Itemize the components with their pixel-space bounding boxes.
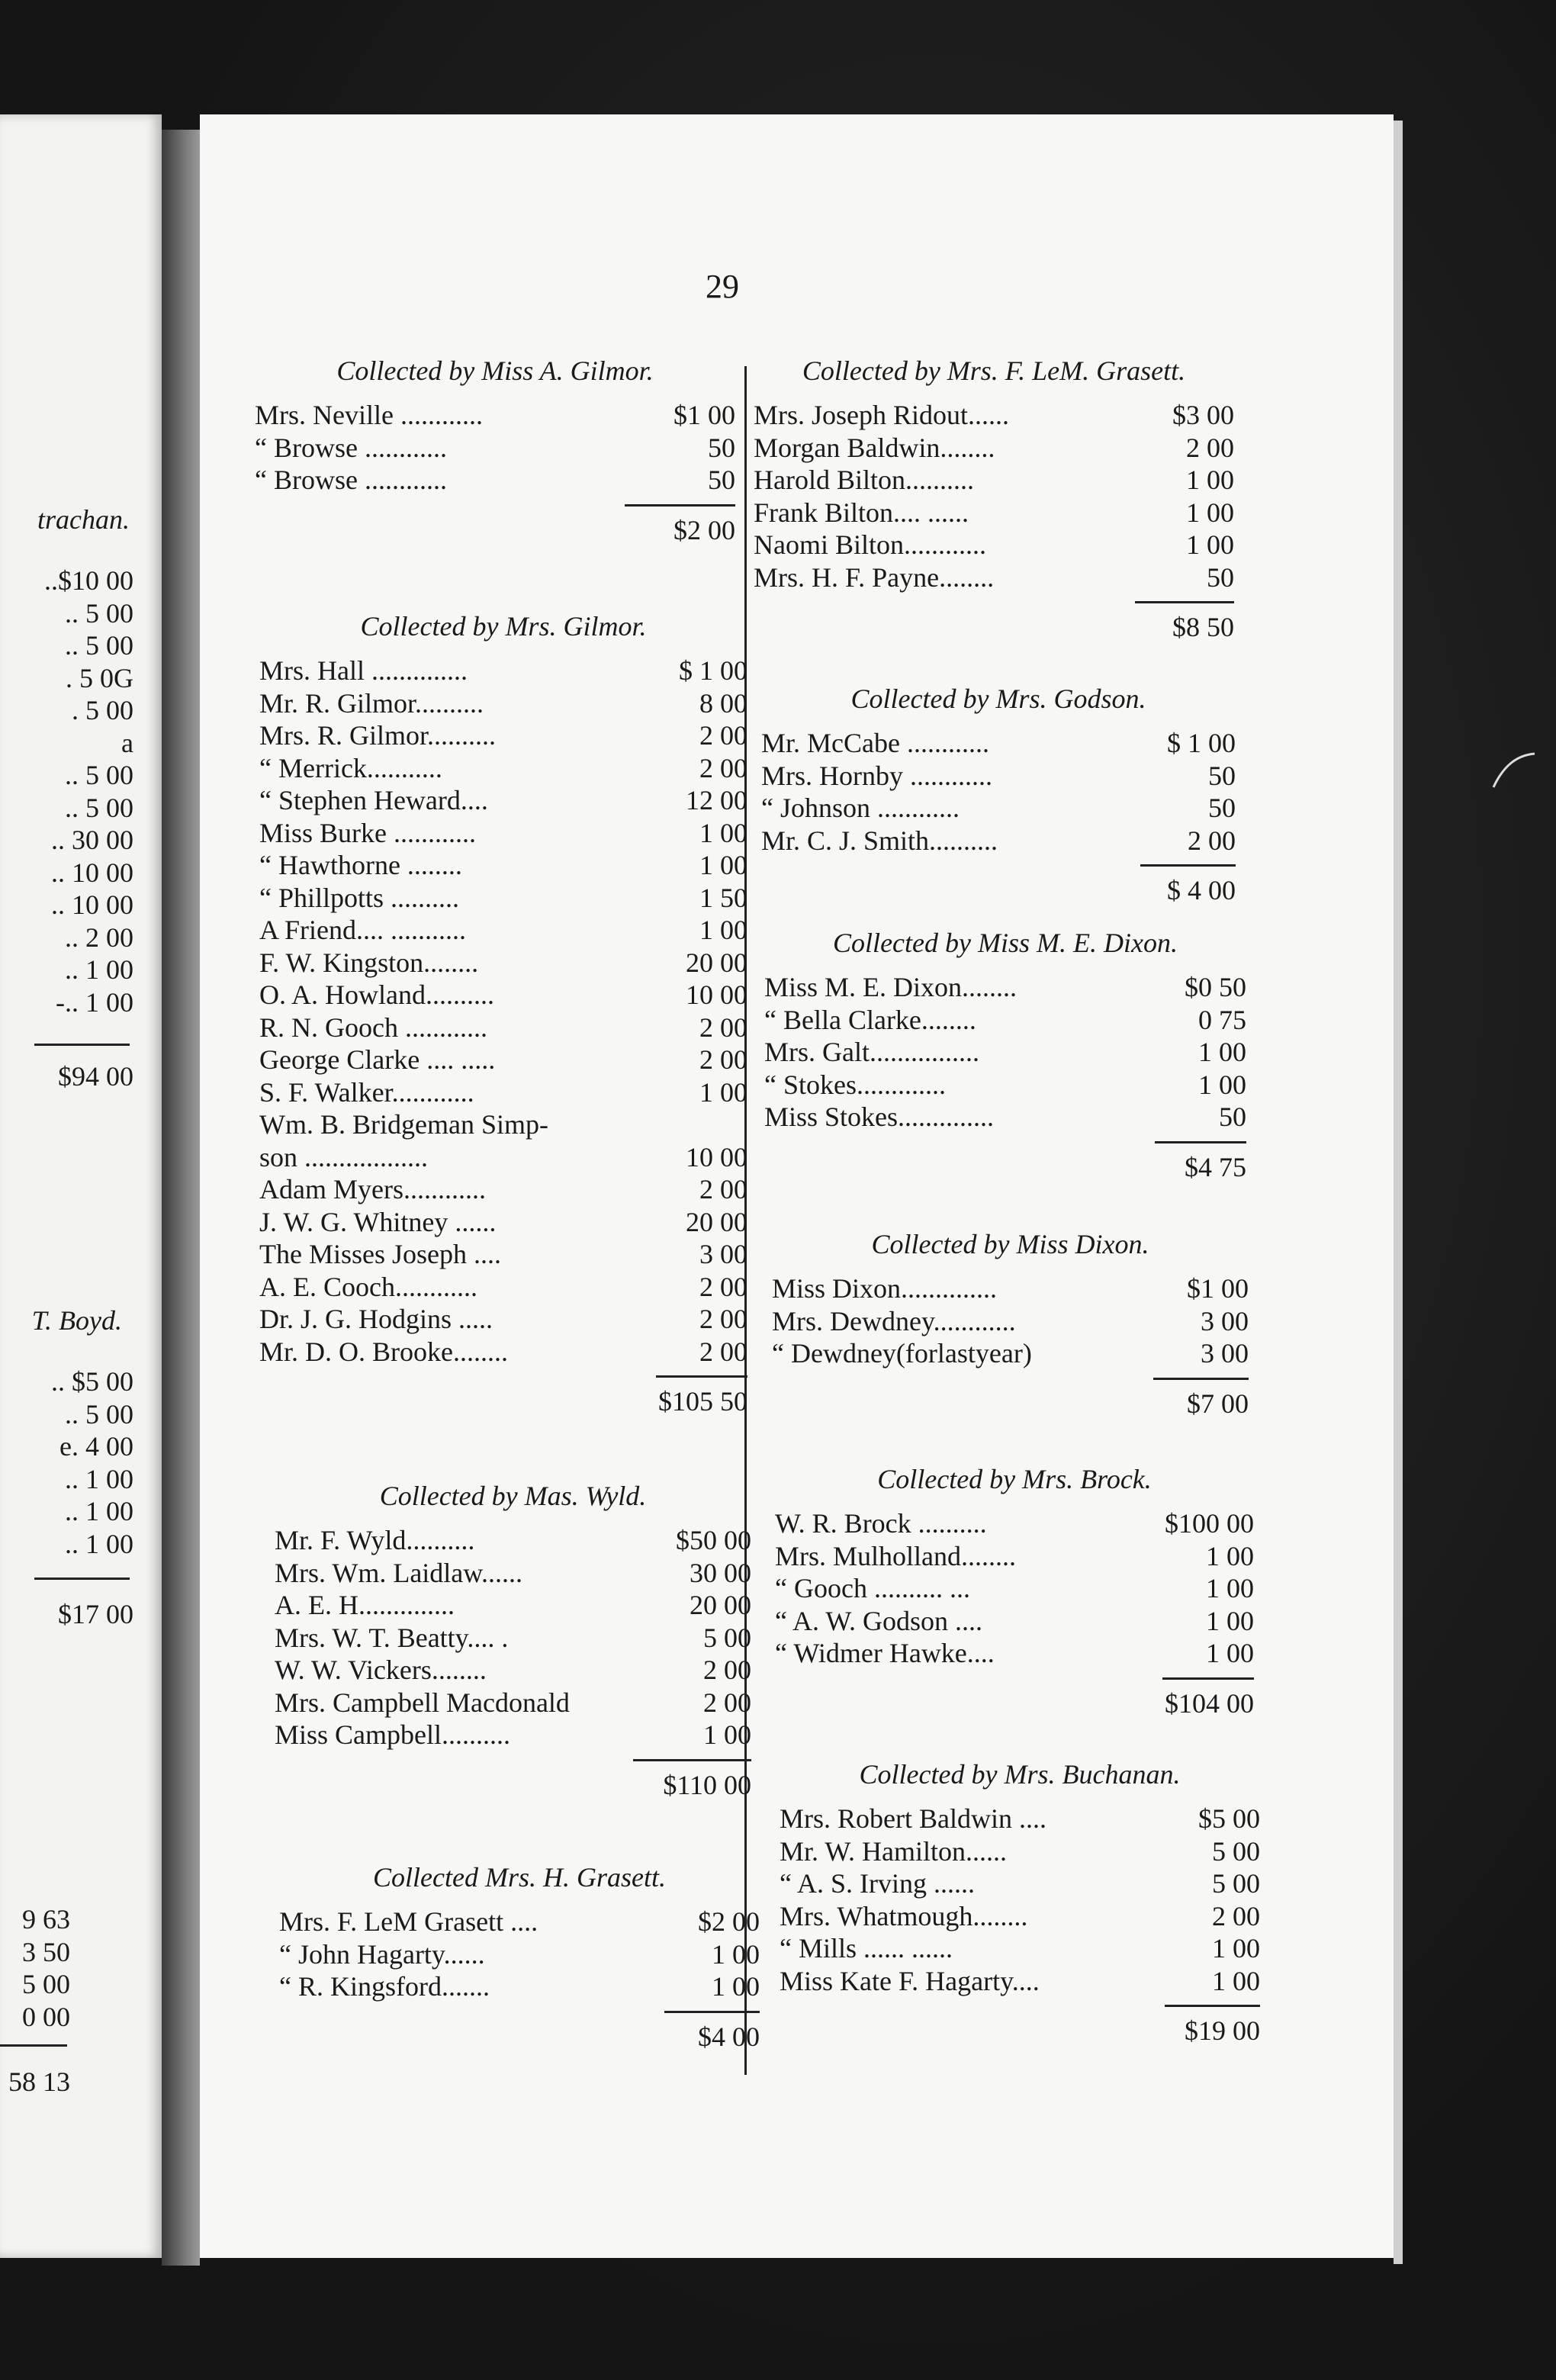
donation-amount: 2 00 bbox=[1188, 825, 1236, 856]
donation-amount: 1 00 bbox=[1206, 1638, 1254, 1668]
donation-row bbox=[259, 1108, 747, 1141]
donor-name: Mrs. F. LeM Grasett .... bbox=[279, 1906, 538, 1937]
section-miss-m-e-dixon bbox=[764, 927, 1246, 1185]
donation-amount: 50 bbox=[708, 465, 735, 495]
donor-name: Frank Bilton.... ...... bbox=[754, 497, 969, 528]
donation-amount: 2 00 bbox=[699, 1174, 747, 1204]
left-page-fragment: .. 10 00 bbox=[51, 889, 133, 920]
donation-amount: 10 00 bbox=[686, 1141, 747, 1172]
donation-row bbox=[279, 1938, 760, 1971]
donation-amount: 50 bbox=[1208, 793, 1236, 823]
donation-row bbox=[754, 432, 1234, 465]
donor-name: Mr. F. Wyld.......... bbox=[275, 1525, 475, 1555]
donation-amount: $ 1 00 bbox=[679, 655, 747, 686]
donation-row bbox=[761, 760, 1236, 793]
page-edge bbox=[1394, 121, 1403, 2264]
donation-amount: 2 00 bbox=[703, 1655, 751, 1685]
section-mrs-h-grasett bbox=[279, 1861, 760, 2054]
donation-row bbox=[754, 497, 1234, 529]
donation-row bbox=[754, 529, 1234, 561]
section-total: $2 00 bbox=[674, 514, 735, 545]
donation-row bbox=[764, 1036, 1246, 1069]
donor-name: Mrs. Campbell Macdonald bbox=[275, 1687, 570, 1718]
donation-row bbox=[259, 849, 747, 882]
donor-name: Mr. C. J. Smith.......... bbox=[761, 825, 998, 856]
section-heading: Collected by Miss A. Gilmor. bbox=[336, 355, 654, 386]
donor-name: Adam Myers............ bbox=[259, 1174, 486, 1204]
donation-amount: 5 00 bbox=[1212, 1868, 1260, 1899]
donor-name: J. W. G. Whitney ...... bbox=[259, 1206, 497, 1237]
donation-amount: $5 00 bbox=[1198, 1803, 1260, 1834]
donation-amount: 1 00 bbox=[1206, 1540, 1254, 1571]
donor-name: A Friend.... ........... bbox=[259, 915, 467, 945]
donor-name: Mrs. Whatmough........ bbox=[780, 1900, 1028, 1931]
section-mrs-buchanan bbox=[780, 1758, 1260, 2048]
donor-name: “ Stokes............. bbox=[764, 1069, 946, 1100]
donor-name: “ Browse ............ bbox=[255, 465, 447, 495]
donation-row bbox=[780, 1803, 1260, 1835]
donation-amount: 5 00 bbox=[703, 1622, 751, 1653]
donation-row bbox=[259, 1044, 747, 1076]
section-miss-dixon bbox=[772, 1228, 1249, 1421]
donation-row bbox=[775, 1572, 1254, 1605]
donation-amount: 20 00 bbox=[690, 1590, 751, 1620]
donor-name: George Clarke .... ..... bbox=[259, 1044, 496, 1075]
donation-row bbox=[279, 1906, 760, 1938]
donation-row bbox=[275, 1622, 751, 1655]
donor-name: Miss Dixon.............. bbox=[772, 1273, 998, 1304]
donation-amount: $1 00 bbox=[1187, 1273, 1249, 1304]
left-page-fragment: .. 10 00 bbox=[51, 857, 133, 888]
total-rule bbox=[1165, 2005, 1260, 2007]
donation-row bbox=[761, 727, 1236, 760]
donation-row bbox=[259, 1336, 747, 1368]
left-page-fragment: .. 5 00 bbox=[65, 630, 133, 661]
left-page-heading-2: T. Boyd. bbox=[31, 1305, 122, 1336]
section-total: $110 00 bbox=[663, 1769, 751, 1800]
donation-row bbox=[259, 914, 747, 947]
donor-name: Miss Campbell.......... bbox=[275, 1719, 511, 1750]
donation-amount: 1 00 bbox=[1212, 1965, 1260, 1996]
donation-row bbox=[259, 1141, 747, 1174]
donor-name: Mrs. Dewdney............ bbox=[772, 1305, 1016, 1336]
donation-row bbox=[772, 1337, 1249, 1370]
donor-name: son .................. bbox=[259, 1141, 429, 1172]
donation-amount: 1 00 bbox=[1212, 1933, 1260, 1963]
left-page-fragment: a bbox=[121, 727, 133, 758]
left-page-fragment: .. $5 00 bbox=[51, 1366, 133, 1397]
donation-row bbox=[275, 1687, 751, 1719]
donation-amount: 50 bbox=[1207, 561, 1234, 593]
section-total: $4 00 bbox=[698, 2021, 760, 2052]
donation-row bbox=[775, 1637, 1254, 1670]
total-rule bbox=[625, 504, 735, 507]
left-page-fragment: 0 00 bbox=[22, 2001, 70, 2032]
donation-row bbox=[275, 1524, 751, 1557]
section-heading: Collected by Mrs. Brock. bbox=[877, 1464, 1152, 1494]
donation-row bbox=[775, 1605, 1254, 1638]
donation-row bbox=[255, 464, 735, 497]
donor-name: “ Mills ...... ...... bbox=[780, 1933, 953, 1963]
left-page-fragment: 5 00 bbox=[22, 1969, 70, 1999]
donor-name: A. E. H.............. bbox=[275, 1590, 455, 1620]
donor-name: “ Gooch .......... ... bbox=[775, 1573, 970, 1603]
donation-amount: 2 00 bbox=[699, 720, 747, 751]
left-page-rule-1 bbox=[34, 1044, 130, 1046]
donation-amount: $2 00 bbox=[698, 1906, 760, 1937]
donation-row bbox=[255, 432, 735, 465]
donor-name: Mrs. H. F. Payne........ bbox=[754, 561, 995, 593]
donor-name: “ John Hagarty...... bbox=[279, 1938, 485, 1970]
donor-name: S. F. Walker............ bbox=[259, 1076, 474, 1108]
left-page-total-2: $17 00 bbox=[58, 1599, 133, 1629]
donation-amount: 1 00 bbox=[703, 1719, 751, 1750]
total-rule bbox=[664, 2011, 760, 2013]
donor-name: “ Johnson ............ bbox=[761, 793, 960, 823]
donation-row bbox=[764, 1004, 1246, 1037]
donation-row bbox=[764, 971, 1246, 1004]
donation-row bbox=[259, 784, 747, 817]
donor-name: Mrs. Galt................ bbox=[764, 1037, 979, 1067]
total-rule bbox=[656, 1375, 747, 1378]
donation-row bbox=[259, 1206, 747, 1239]
donor-name: W. R. Brock .......... bbox=[775, 1508, 987, 1539]
section-heading: Collected by Mrs. F. LeM. Grasett. bbox=[802, 355, 1186, 386]
donation-row bbox=[259, 719, 747, 752]
donation-amount: $3 00 bbox=[1172, 400, 1234, 430]
donation-amount: 1 00 bbox=[699, 817, 747, 848]
donation-amount: 1 00 bbox=[712, 1938, 760, 1970]
donation-row bbox=[259, 947, 747, 979]
donor-name: “ Browse ............ bbox=[255, 432, 447, 463]
donor-name: “ Widmer Hawke.... bbox=[775, 1638, 995, 1668]
donation-amount: 2 00 bbox=[1186, 432, 1234, 463]
left-page-list-3 bbox=[0, 1903, 70, 2033]
section-total: $105 50 bbox=[658, 1386, 747, 1417]
donor-name: Harold Bilton.......... bbox=[754, 465, 974, 495]
section-total: $8 50 bbox=[1172, 612, 1234, 642]
donation-row bbox=[275, 1557, 751, 1590]
section-total: $7 00 bbox=[1187, 1388, 1249, 1419]
left-page-fragment: .. 5 00 bbox=[65, 760, 133, 790]
donation-amount: 1 00 bbox=[1206, 1605, 1254, 1636]
left-page-fragment: .. 5 00 bbox=[65, 792, 133, 823]
section-total: $104 00 bbox=[1165, 1687, 1254, 1719]
donation-amount: 30 00 bbox=[690, 1557, 751, 1588]
donor-name: Mrs. Hall .............. bbox=[259, 655, 468, 686]
left-page-fragment: .. 1 00 bbox=[65, 1496, 133, 1526]
donor-name: Mrs. Wm. Laidlaw...... bbox=[275, 1557, 522, 1588]
donation-amount: 50 bbox=[708, 432, 735, 463]
donation-row bbox=[780, 1965, 1260, 1998]
donor-name: Miss Burke ............ bbox=[259, 817, 477, 848]
donation-amount: $0 50 bbox=[1185, 972, 1246, 1002]
donation-amount: 1 00 bbox=[1186, 465, 1234, 495]
donation-amount: 2 00 bbox=[699, 1304, 747, 1334]
donor-name: A. E. Cooch............ bbox=[259, 1271, 477, 1302]
left-page-rule-3 bbox=[0, 2044, 67, 2047]
donation-amount: 1 00 bbox=[1198, 1069, 1246, 1100]
donation-amount: 2 00 bbox=[699, 1011, 747, 1043]
left-page-fragment: ..$10 00 bbox=[44, 565, 133, 596]
donor-name: Morgan Baldwin........ bbox=[754, 432, 995, 463]
donation-row bbox=[259, 1303, 747, 1336]
left-page-total-1: $94 00 bbox=[58, 1061, 133, 1092]
donor-name: Mrs. Joseph Ridout...... bbox=[754, 400, 1010, 430]
donation-amount: $100 00 bbox=[1165, 1508, 1254, 1539]
donor-name: Mr. R. Gilmor.......... bbox=[259, 687, 484, 719]
donation-amount: 5 00 bbox=[1212, 1835, 1260, 1867]
donor-name: Mrs. Mulholland........ bbox=[775, 1540, 1017, 1571]
left-page-fragment: 3 50 bbox=[22, 1936, 70, 1967]
left-page-fragment: .. 5 00 bbox=[65, 597, 133, 629]
section-heading: Collected by Mrs. Buchanan. bbox=[859, 1759, 1181, 1790]
donation-row bbox=[780, 1932, 1260, 1965]
donor-name: Mrs. Hornby ............ bbox=[761, 760, 992, 791]
section-mrs-gilmor bbox=[259, 610, 747, 1419]
donor-name: Mrs. Robert Baldwin .... bbox=[780, 1803, 1046, 1834]
donor-name: Wm. B. Bridgeman Simp- bbox=[259, 1109, 548, 1140]
donor-name: R. N. Gooch ............ bbox=[259, 1011, 487, 1043]
donation-amount: 1 00 bbox=[699, 850, 747, 880]
donation-row bbox=[259, 1076, 747, 1109]
donor-name: “ A. S. Irving ...... bbox=[780, 1868, 975, 1899]
donor-name: “ A. W. Godson .... bbox=[775, 1605, 983, 1636]
section-heading: Collected Mrs. H. Grasett. bbox=[373, 1862, 666, 1893]
donor-name: Mr. D. O. Brooke........ bbox=[259, 1336, 508, 1367]
total-rule bbox=[1140, 864, 1236, 867]
donation-row bbox=[754, 561, 1234, 594]
left-page-list-2 bbox=[0, 1365, 133, 1560]
donation-amount: 2 00 bbox=[703, 1687, 751, 1718]
donation-row bbox=[279, 1970, 760, 2003]
total-rule bbox=[633, 1759, 751, 1761]
donor-name: “ Phillpotts .......... bbox=[259, 882, 460, 913]
total-rule bbox=[1135, 601, 1234, 603]
donor-name: “ Stephen Heward.... bbox=[259, 785, 488, 815]
section-mas-wyld bbox=[275, 1480, 751, 1803]
left-page-fragment: .. 5 00 bbox=[65, 1398, 133, 1430]
section-miss-a-gilmor bbox=[255, 355, 735, 548]
donation-row bbox=[259, 687, 747, 720]
donation-row bbox=[780, 1867, 1260, 1900]
total-rule bbox=[1162, 1677, 1254, 1680]
donation-amount: 20 00 bbox=[686, 947, 747, 978]
donation-row bbox=[275, 1719, 751, 1751]
donor-name: Mrs. R. Gilmor.......... bbox=[259, 720, 497, 751]
donation-amount: 12 00 bbox=[686, 785, 747, 815]
donation-row bbox=[275, 1589, 751, 1622]
left-page-fragment: .. 1 00 bbox=[65, 954, 133, 985]
donation-row bbox=[761, 792, 1236, 825]
donation-amount: 1 00 bbox=[1186, 529, 1234, 560]
left-page-rule-2 bbox=[34, 1578, 130, 1580]
section-total: $19 00 bbox=[1185, 2015, 1260, 2046]
donation-amount: 2 00 bbox=[699, 1044, 747, 1075]
donation-amount: 2 00 bbox=[699, 1336, 747, 1367]
donation-amount: 1 00 bbox=[1206, 1573, 1254, 1603]
donation-row bbox=[775, 1507, 1254, 1540]
donation-row bbox=[764, 1101, 1246, 1134]
donation-amount: 3 00 bbox=[1201, 1338, 1249, 1368]
donation-amount: $ 1 00 bbox=[1167, 728, 1236, 758]
donor-name: W. W. Vickers........ bbox=[275, 1655, 487, 1685]
donation-row bbox=[772, 1272, 1249, 1305]
left-page-heading-1: trachan. bbox=[37, 504, 130, 535]
section-total: $ 4 00 bbox=[1167, 875, 1236, 905]
donation-row bbox=[259, 752, 747, 785]
donation-amount: 2 00 bbox=[699, 1271, 747, 1302]
donor-name: The Misses Joseph .... bbox=[259, 1239, 501, 1269]
donation-row bbox=[764, 1069, 1246, 1102]
donation-amount: $1 00 bbox=[674, 400, 735, 430]
donation-row bbox=[754, 464, 1234, 497]
section-heading: Collected by Mrs. Gilmor. bbox=[360, 611, 647, 642]
donor-name: “ R. Kingsford....... bbox=[279, 1971, 490, 2002]
page-number: 29 bbox=[706, 268, 739, 305]
donor-name: “ Merrick........... bbox=[259, 752, 442, 783]
donor-name: “ Hawthorne ........ bbox=[259, 850, 462, 880]
donation-amount: 3 00 bbox=[1201, 1305, 1249, 1336]
donation-amount: 1 50 bbox=[699, 882, 747, 913]
section-mrs-brock bbox=[775, 1463, 1254, 1721]
donation-row bbox=[259, 654, 747, 687]
binding-gutter bbox=[162, 130, 200, 2266]
total-rule bbox=[1153, 1378, 1249, 1380]
section-heading: Collected by Mrs. Godson. bbox=[850, 683, 1146, 714]
section-mrs-godson bbox=[761, 683, 1236, 908]
section-heading: Collected by Mas. Wyld. bbox=[379, 1481, 647, 1511]
donor-name: O. A. Howland.......... bbox=[259, 979, 494, 1010]
donor-name: Naomi Bilton............ bbox=[754, 529, 986, 560]
donation-amount: 1 00 bbox=[699, 915, 747, 945]
donation-row bbox=[275, 1654, 751, 1687]
left-page-fragment: 9 63 bbox=[22, 1904, 70, 1935]
donation-amount: 20 00 bbox=[686, 1206, 747, 1237]
donation-amount: 2 00 bbox=[1212, 1900, 1260, 1931]
donation-row bbox=[775, 1540, 1254, 1573]
left-page-fragment: -.. 1 00 bbox=[56, 986, 133, 1018]
donation-row bbox=[754, 399, 1234, 432]
left-page-fragment: . 5 0G bbox=[66, 662, 133, 693]
section-total: $4 75 bbox=[1185, 1151, 1246, 1182]
donation-row bbox=[259, 1238, 747, 1271]
donor-name: “ Bella Clarke........ bbox=[764, 1004, 976, 1035]
section-heading: Collected by Miss M. E. Dixon. bbox=[833, 928, 1178, 958]
donation-amount: 50 bbox=[1219, 1102, 1246, 1132]
donor-name: Miss Kate F. Hagarty.... bbox=[780, 1965, 1040, 1996]
left-page-fragment: . 5 00 bbox=[72, 695, 133, 725]
donation-row bbox=[259, 817, 747, 850]
donation-row bbox=[259, 1271, 747, 1304]
donation-row bbox=[772, 1305, 1249, 1338]
section-mrs-f-lem-grasett bbox=[754, 355, 1234, 645]
donation-row bbox=[255, 399, 735, 432]
donation-row bbox=[780, 1900, 1260, 1933]
donor-name: Miss Stokes.............. bbox=[764, 1102, 995, 1132]
donation-amount: 50 bbox=[1208, 760, 1236, 791]
donor-name: F. W. Kingston........ bbox=[259, 947, 479, 978]
donation-amount: $50 00 bbox=[676, 1525, 751, 1555]
left-page-total-3: 58 13 bbox=[8, 2066, 70, 2097]
left-page bbox=[0, 114, 162, 2258]
donor-name: Mrs. Neville ............ bbox=[255, 400, 483, 430]
left-page-list-1 bbox=[0, 564, 133, 1018]
donation-row bbox=[780, 1835, 1260, 1868]
donor-name: “ Dewdney(forlastyear) bbox=[772, 1338, 1032, 1368]
donation-row bbox=[259, 882, 747, 915]
donation-amount: 2 00 bbox=[699, 752, 747, 783]
left-page-fragment: .. 30 00 bbox=[51, 825, 133, 855]
donation-amount: 0 75 bbox=[1198, 1004, 1246, 1035]
donor-name: Mrs. W. T. Beatty.... . bbox=[275, 1622, 509, 1653]
left-page-fragment: .. 1 00 bbox=[65, 1528, 133, 1559]
donation-amount: 3 00 bbox=[699, 1239, 747, 1269]
scan-mark bbox=[1487, 748, 1541, 801]
donation-amount: 10 00 bbox=[686, 979, 747, 1010]
donor-name: Dr. J. G. Hodgins ..... bbox=[259, 1304, 493, 1334]
donor-name: Mr. W. Hamilton...... bbox=[780, 1835, 1008, 1867]
section-heading: Collected by Miss Dixon. bbox=[871, 1229, 1149, 1259]
left-page-fragment: e. 4 00 bbox=[59, 1431, 133, 1462]
donation-row bbox=[259, 979, 747, 1011]
donation-amount: 1 00 bbox=[712, 1971, 760, 2002]
donation-amount: 1 00 bbox=[1198, 1037, 1246, 1067]
donor-name: Mr. McCabe ............ bbox=[761, 728, 989, 758]
donation-amount: 8 00 bbox=[699, 687, 747, 719]
donation-row bbox=[259, 1011, 747, 1044]
left-page-fragment: .. 1 00 bbox=[65, 1463, 133, 1494]
left-page-fragment: .. 2 00 bbox=[65, 921, 133, 953]
total-rule bbox=[1155, 1141, 1246, 1143]
donation-amount: 1 00 bbox=[699, 1076, 747, 1108]
donation-row bbox=[761, 825, 1236, 857]
donation-amount: 1 00 bbox=[1186, 497, 1234, 528]
donor-name: Miss M. E. Dixon........ bbox=[764, 972, 1018, 1002]
donation-row bbox=[259, 1173, 747, 1206]
